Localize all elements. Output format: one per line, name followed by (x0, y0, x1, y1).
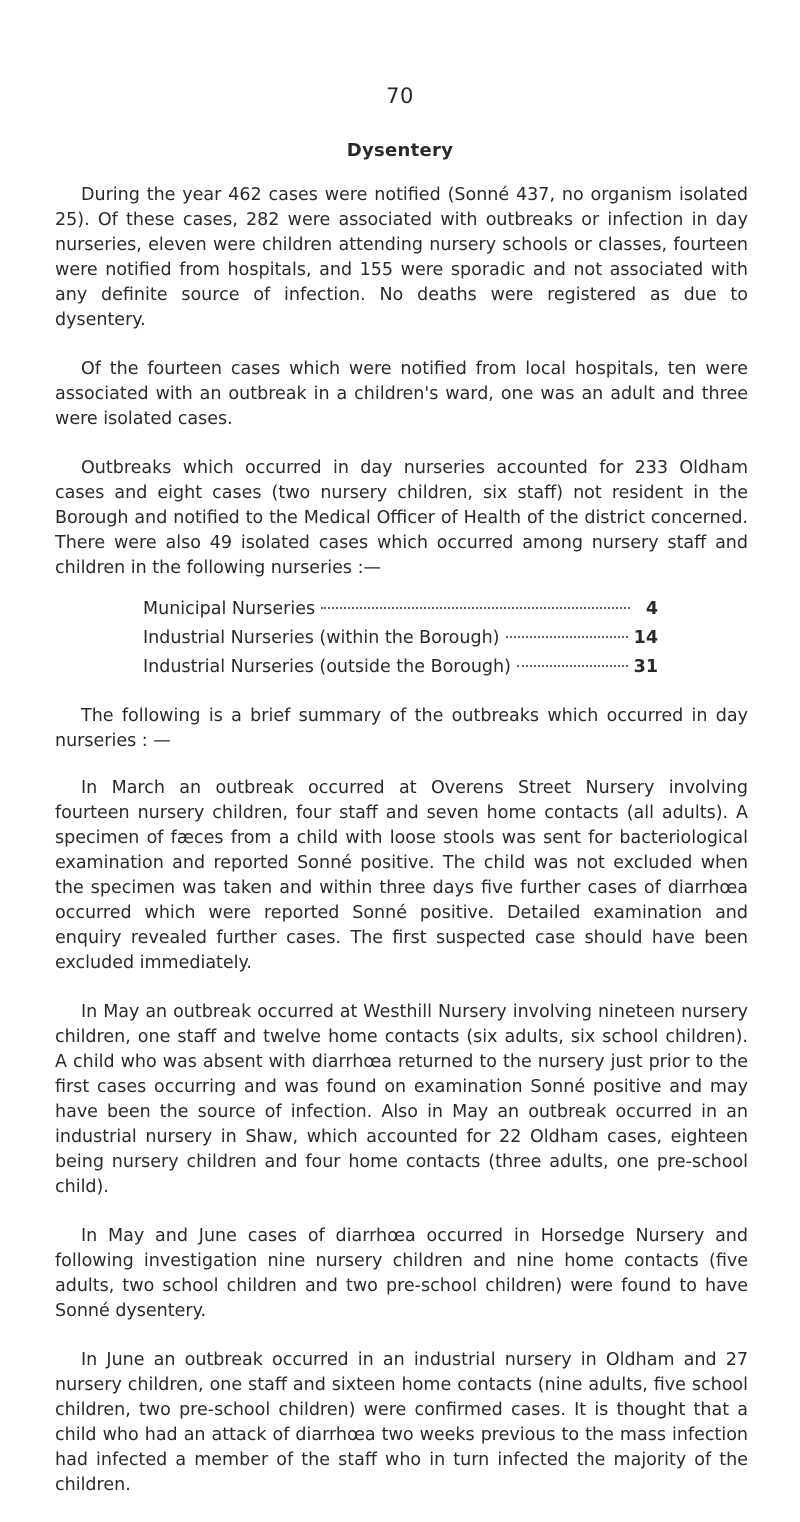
paragraph: The following is a brief summary of the outbreaks which occurred in day nurseries : — (55, 706, 748, 751)
dot-leader (321, 607, 630, 609)
page-title: Dysentery (346, 140, 454, 161)
paragraph: In March an outbreak occurred at Overens Street Nursery involving fourteen nursery children, four staff and seven home contacts (all adults). A specimen of fæces from a child with loose stools was sent for bacteriological examination and reported Sonné positive. The child was not excluded when the specimen was taken and within three days five further cases of diarrhœa occurred which were reported Sonné positive. Detailed examination and enquiry revealed further cases. The first suspected case should have been excluded immediately. (55, 778, 748, 973)
list-item-label: Industrial Nurseries (within the Borough) (143, 628, 500, 648)
list-item (143, 595, 658, 624)
paragraph: In May an outbreak occurred at Westhill Nursery involving nineteen nursery children, one staff and twelve home contacts (six adults, six school children). A child who was absent with diarrhœa returned to the nursery just prior to the first cases occurring and was found on examination Sonné positive and may have been the source of infection. Also in May an outbreak occurred in an industrial nursery in Shaw, which accounted for 22 Oldham cases, eighteen being nursery children and four home contacts (three adults, one pre-school child). (55, 1002, 748, 1197)
list-item-value: 4 (645, 599, 658, 619)
list-item-value: 31 (633, 657, 658, 677)
paragraph: During the year 462 cases were notified (Sonné 437, no organism isolated 25). Of these cases, 282 were associated with outbreaks or infection in day nurseries, eleven were children attending nursery schools or classes, fourteen were notified from hospitals, and 155 were sporadic and not associated with any definite source of infection. No deaths were registered as due to dysentery. (55, 185, 748, 330)
list-item-label: Municipal Nurseries (143, 599, 316, 619)
paragraph: In June an outbreak occurred in an industrial nursery in Oldham and 27 nursery children, one staff and sixteen home contacts (nine adults, five school children, two pre-school children) were confirmed cases. It is thought that a child who had an attack of diarrhœa two weeks previous to the mass infection had infected a member of the staff who in turn infected the majority of the children. (55, 1350, 748, 1495)
list-item (143, 653, 658, 682)
dot-leader (506, 636, 628, 638)
nursery-list (143, 595, 658, 682)
paragraph: In May and June cases of diarrhœa occurred in Horsedge Nursery and following investigation nine nursery children and nine home contacts (five adults, two school children and two pre-school children) were found to have Sonné dysentery. (55, 1226, 748, 1321)
page-number: 70 (386, 84, 414, 108)
list-item-label: Industrial Nurseries (outside the Borough) (143, 657, 511, 677)
document-body (55, 183, 748, 1522)
list-item-value: 14 (633, 628, 658, 648)
paragraph: Of the fourteen cases which were notified from local hospitals, ten were associated with an outbreak in a children's ward, one was an adult and three were isolated cases. (55, 359, 748, 429)
dot-leader (517, 665, 628, 667)
paragraph: Outbreaks which occurred in day nurseries accounted for 233 Oldham cases and eight cases (two nursery children, six staff) not resident in the Borough and notified to the Medical Officer of Health of the district concerned. There were also 49 isolated cases which occurred among nursery staff and children in the following nurseries :— (55, 458, 748, 578)
list-item (143, 624, 658, 653)
